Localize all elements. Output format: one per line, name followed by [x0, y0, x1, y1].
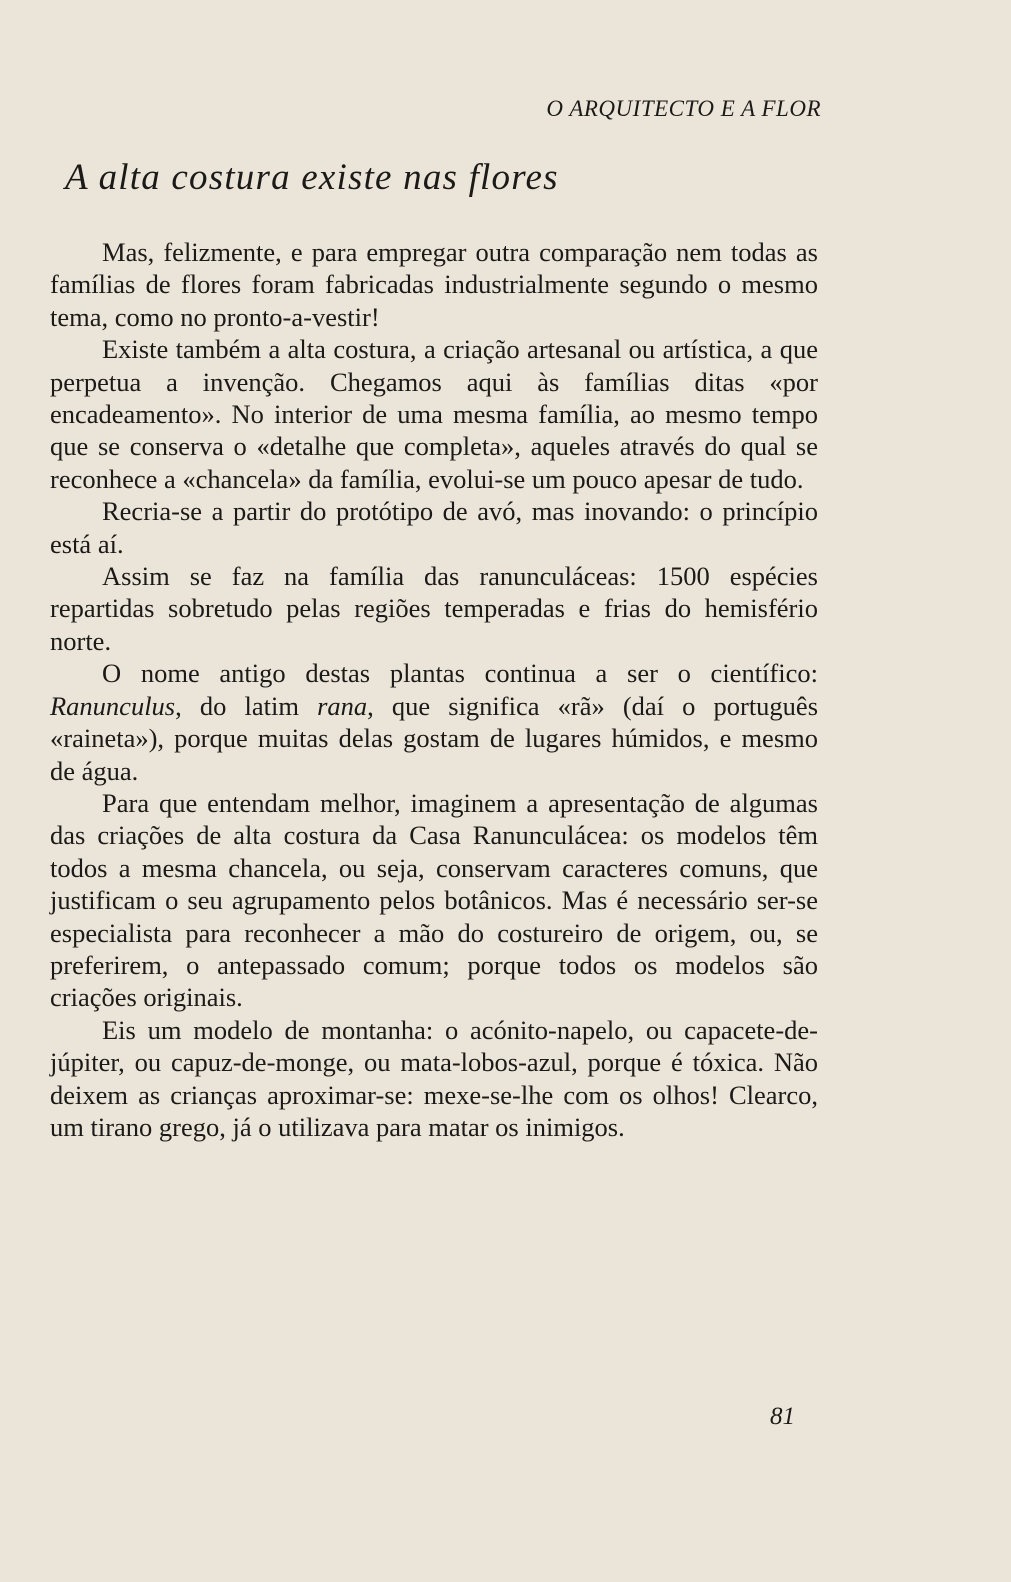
paragraph-2: Existe também a alta costura, a criação artesanal ou artística, a que perpetua a invenção. Chegamos aqui às famílias ditas «por encadeamento». No interior de uma mesma família, ao mesmo tempo que se conserva o «detalhe que completa», aqueles através do qual se reconhece a «chancela» da família, evolui-se um pouco apesar de tudo.: [50, 334, 818, 494]
paragraph-1: Mas, felizmente, e para empregar outra comparação nem todas as famílias de flores foram fabricadas industrialmente segundo o mesmo tema, como no pronto-a-vestir!: [50, 237, 818, 332]
running-head: O ARQUITECTO E A FLOR: [546, 96, 821, 121]
paragraph-3: Recria-se a partir do protótipo de avó, mas inovando: o princípio está aí.: [50, 496, 818, 559]
paragraph-4: Assim se faz na família das ranunculáceas: 1500 espécies repartidas sobretudo pelas regiões temperadas e frias do hemisfério norte.: [50, 561, 818, 656]
body-text: [50, 236, 818, 1143]
section-title: A alta costura existe nas flores: [65, 157, 559, 198]
page-number: 81: [770, 1403, 795, 1430]
paragraph-6: Para que entendam melhor, imaginem a apresentação de algumas das criações de alta costura da Casa Ranunculácea: os modelos têm todos a mesma chancela, ou seja, conservam caracteres comuns, que justificam o seu agrupamento pelos botânicos. Mas é necessário ser-se especialista para reconhecer a mão do costureiro de origem, ou, se preferirem, o antepassado comum; porque todos os modelos são criações originais.: [50, 787, 818, 1013]
latin-term-rana: rana: [317, 690, 368, 721]
paragraph-5: [50, 657, 818, 787]
paragraph-5-text-a: O nome antigo destas plantas continua a ser o científico:: [102, 658, 818, 689]
latin-term-ranunculus: Ranunculus: [50, 690, 176, 721]
paragraph-5-text-c: , que significa «rã» (daí o português «raineta»), porque muitas delas gostam de lugares húmidos, e mesmo de água.: [50, 690, 819, 786]
paragraph-5-text-b: , do latim: [175, 690, 318, 721]
paragraph-7: Eis um modelo de montanha: o acónito-napelo, ou capacete-de-júpiter, ou capuz-de-monge, ou mata-lobos-azul, porque é tóxica. Não deixem as crianças aproximar-se: mexe-se-lhe com os olhos! Clearco, um tirano grego, já o utilizava para matar os inimigos.: [50, 1014, 818, 1142]
